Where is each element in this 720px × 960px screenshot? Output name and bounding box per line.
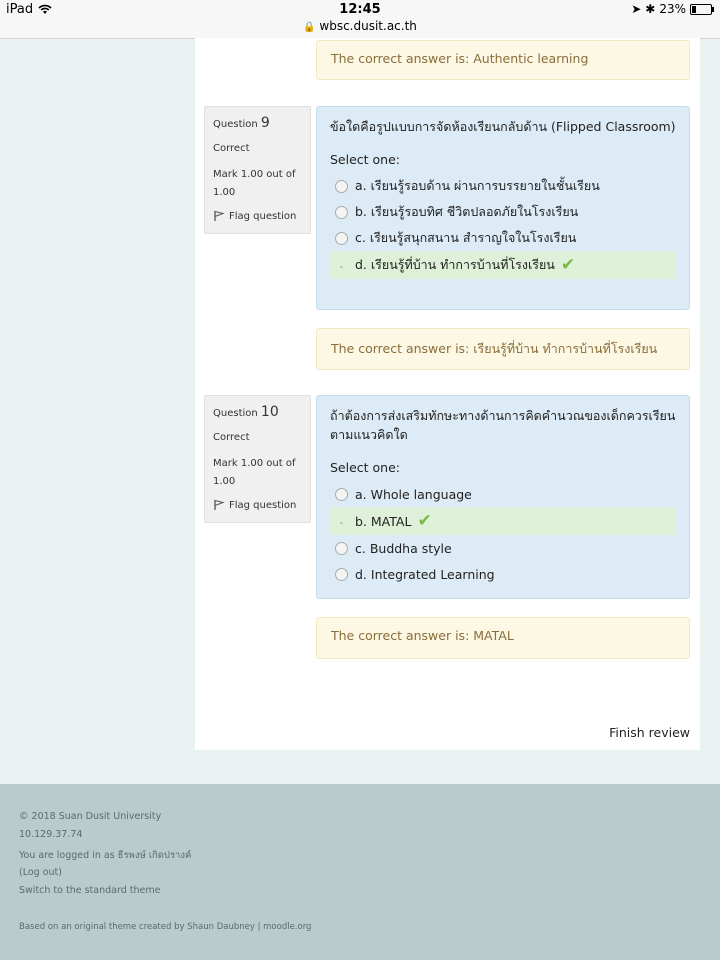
question-info-9 (204, 106, 311, 234)
check-icon: ✔ (560, 255, 576, 275)
question-text: ถ้าต้องการส่งเสริมทักษะทางด้านการคิดคำนวณของเด็กควรเรียนตามแนวคิดใด (330, 408, 676, 442)
option-label: a. เรียนรู้รอบด้าน ผ่านการบรรยายในชั้นเรียน (355, 178, 600, 193)
battery-icon (690, 4, 712, 15)
flag-icon (213, 210, 225, 222)
question-state: Correct (213, 143, 250, 154)
radio-button[interactable] (335, 568, 348, 581)
question-number (213, 115, 302, 131)
answer-option[interactable] (330, 481, 676, 507)
logout-link[interactable]: (Log out) (19, 867, 62, 878)
answer-option[interactable] (330, 225, 676, 251)
clock: 12:45 (339, 2, 381, 17)
switch-theme-link[interactable]: Switch to the standard theme (19, 885, 161, 896)
radio-button[interactable] (335, 542, 348, 555)
check-icon: ✔ (417, 511, 432, 531)
radio-button-selected[interactable]: ⌄ (338, 260, 345, 270)
question-mark: Mark 1.00 out of 1.00 (213, 458, 296, 487)
answer-option[interactable] (330, 199, 676, 225)
option-label: a. Whole language (355, 486, 472, 502)
answer-option[interactable] (330, 535, 676, 561)
option-label: b. เรียนรู้รอบทิศ ชีวิตปลอดภัยในโรงเรียน (355, 204, 579, 219)
question-num: 9 (260, 115, 270, 131)
select-prompt: Select one: (330, 460, 401, 475)
finish-review-link[interactable]: Finish review (609, 725, 690, 740)
option-label: b. MATAL (355, 513, 412, 529)
select-prompt: Select one: (330, 152, 401, 167)
device-name: iPad (6, 2, 34, 17)
answer-option[interactable] (330, 561, 676, 587)
question-mark: Mark 1.00 out of 1.00 (213, 169, 296, 198)
battery-percent: 23% (659, 2, 686, 16)
question-text: ข้อใดคือรูปแบบการจัดห้องเรียนกลับด้าน (Flipped Classroom) (330, 119, 676, 134)
url-text: wbsc.dusit.ac.th (319, 19, 417, 33)
answer-option-correct[interactable] (330, 507, 676, 535)
option-label: c. เรียนรู้สนุกสนาน สำราญใจในโรงเรียน (355, 230, 577, 245)
flag-icon (213, 499, 225, 511)
address-bar[interactable] (0, 19, 720, 33)
footer-ip: 10.129.37.74 (19, 829, 83, 840)
footer-copyright: © 2018 Suan Dusit University (19, 811, 162, 822)
answer-option[interactable] (330, 173, 676, 199)
radio-button[interactable] (335, 180, 348, 193)
footer-logged-in: You are logged in as ธีรพงษ์ เกิดปรางค์ (19, 850, 192, 861)
question-state: Correct (213, 432, 250, 443)
bluetooth-icon: ✱ (645, 2, 656, 16)
option-label: d. เรียนรู้ที่บ้าน ทำการบ้านที่โรงเรียน (355, 257, 555, 272)
question-box-9 (316, 106, 690, 310)
flag-label: Flag question (229, 499, 297, 511)
radio-button[interactable] (335, 206, 348, 219)
question-label: Question (213, 408, 258, 419)
question-10-feedback: The correct answer is: MATAL (316, 617, 690, 659)
option-label: d. Integrated Learning (355, 566, 495, 582)
previous-feedback: The correct answer is: Authentic learning (316, 40, 690, 80)
page-footer (0, 784, 720, 960)
radio-button[interactable] (335, 488, 348, 501)
lock-icon: 🔒 (303, 22, 316, 33)
location-icon: ➤ (631, 2, 642, 16)
radio-button[interactable] (335, 232, 348, 245)
question-num: 10 (260, 404, 279, 420)
flag-question-button[interactable] (213, 210, 302, 222)
question-number (213, 404, 302, 420)
answer-option-correct[interactable] (330, 251, 676, 279)
question-label: Question (213, 119, 258, 130)
status-right (631, 2, 712, 16)
question-9-feedback: The correct answer is: เรียนรู้ที่บ้าน ทำการบ้านที่โรงเรียน (316, 328, 690, 370)
option-label: c. Buddha style (355, 540, 452, 556)
radio-button-selected[interactable]: ⌄ (338, 516, 345, 526)
flag-label: Flag question (229, 210, 297, 222)
flag-question-button[interactable] (213, 499, 302, 511)
question-info-10 (204, 395, 311, 523)
status-bar (0, 0, 720, 39)
footer-credit: Based on an original theme created by Shaun Daubney | moodle.org (19, 922, 312, 932)
question-box-10 (316, 395, 690, 599)
